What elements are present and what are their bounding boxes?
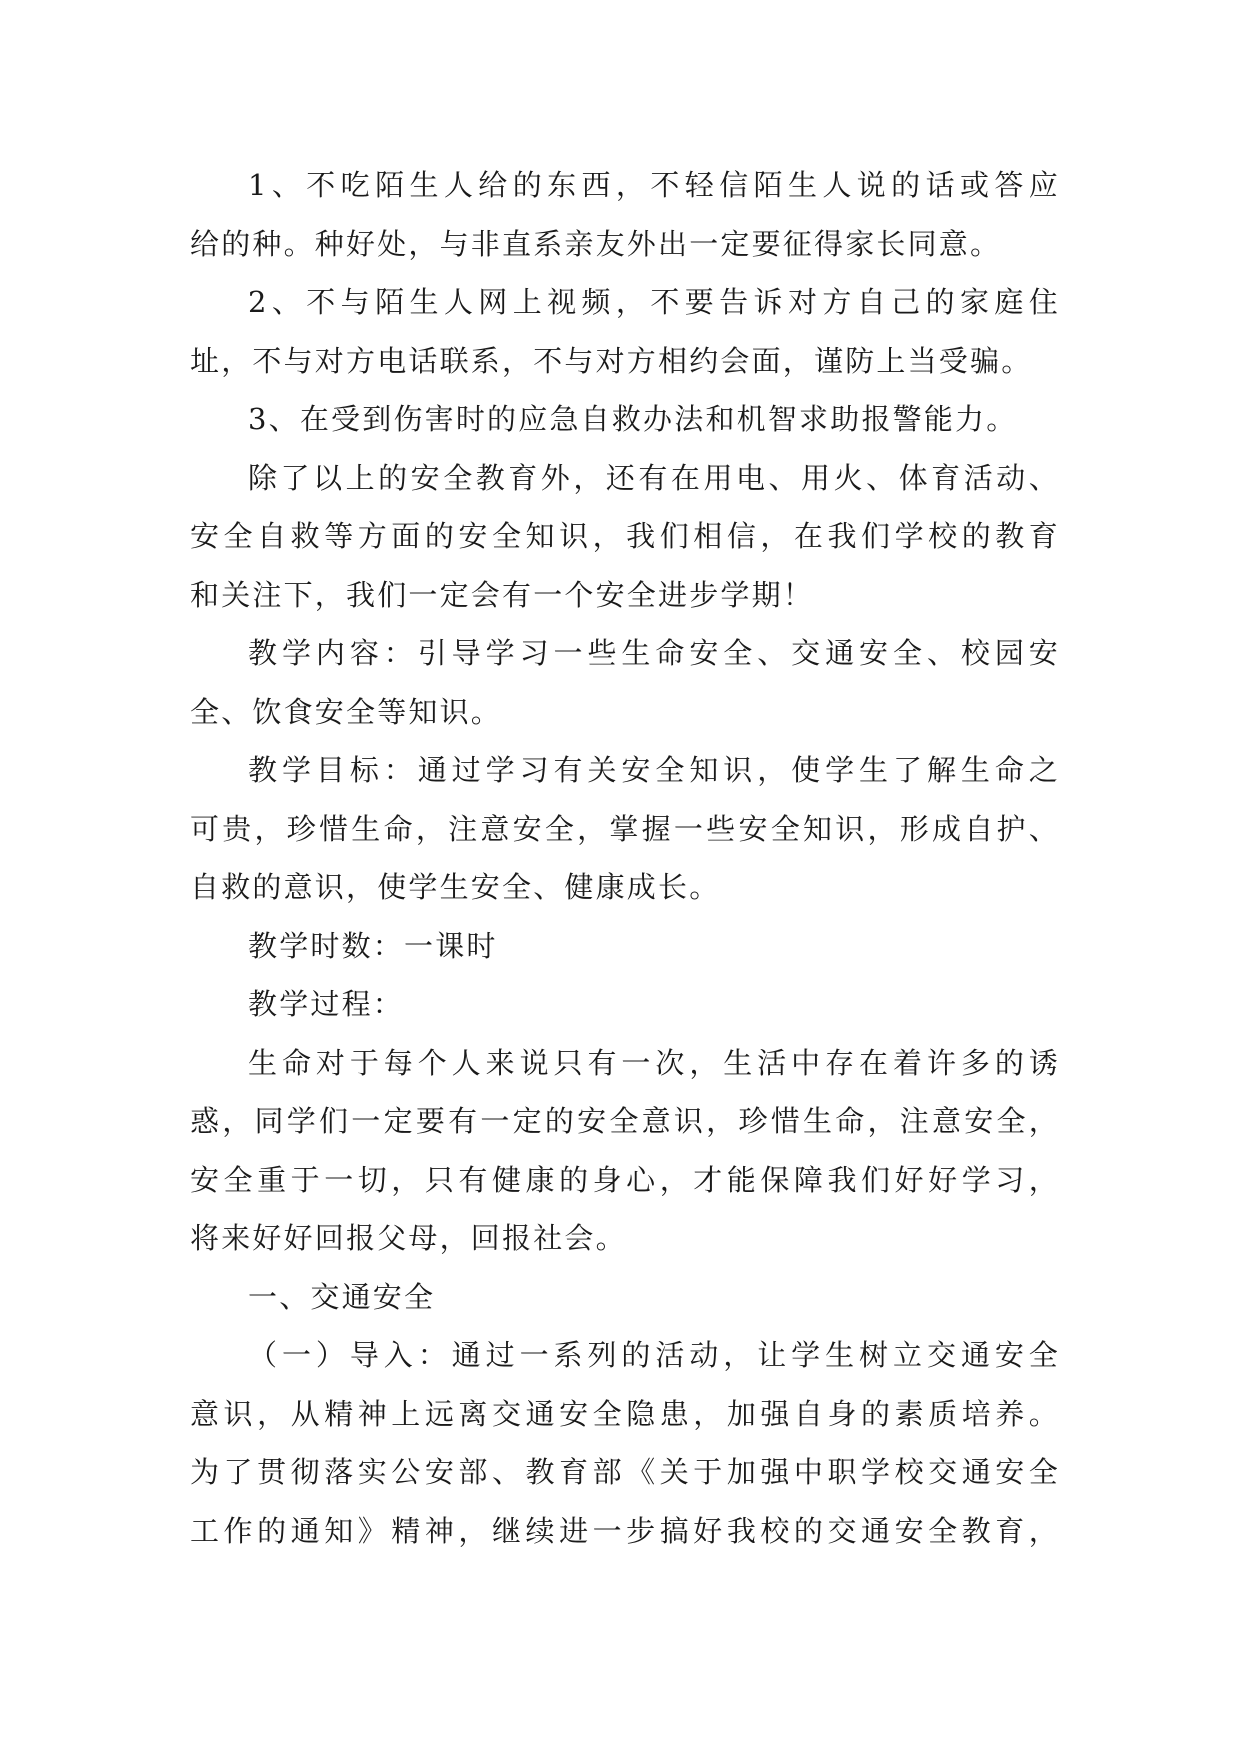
- text-line: 惑，同学们一定要有一定的安全意识，珍惜生命，注意安全，: [190, 1104, 1060, 1138]
- text-line: 自救的意识，使学生安全、健康成长。: [190, 870, 721, 904]
- text-line: 2、不与陌生人网上视频，不要告诉对方自己的家庭住: [248, 285, 1060, 319]
- text-line: 除了以上的安全教育外，还有在用电、用火、体育活动、: [248, 460, 1060, 495]
- paragraph: [190, 156, 1060, 273]
- text-line: （一）导入：通过一系列的活动，让学生树立交通安全: [248, 1338, 1060, 1372]
- paragraph: [190, 449, 1060, 625]
- text-line: 为了贯彻落实公安部、教育部《关于加强中职学校交通安全: [190, 1455, 1060, 1489]
- text-line: 安全自救等方面的安全知识，我们相信，在我们学校的教育: [190, 519, 1060, 553]
- paragraph: [190, 1268, 1060, 1327]
- text-line: 教学目标：通过学习有关安全知识，使学生了解生命之: [248, 753, 1060, 787]
- text-line: 给的种。种好处，与非直系亲友外出一定要征得家长同意。: [190, 226, 1002, 261]
- text-line: 址，不与对方电话联系，不与对方相约会面，谨防上当受骗。: [190, 343, 1033, 378]
- document-body: [190, 156, 1060, 1560]
- paragraph: [190, 1326, 1060, 1560]
- text-line: 可贵，珍惜生命，注意安全，掌握一些安全知识，形成自护、: [190, 811, 1060, 846]
- text-line: 教学时数：一课时: [248, 928, 498, 963]
- paragraph: [190, 624, 1060, 741]
- text-line: 工作的通知》精神，继续进一步搞好我校的交通安全教育，: [190, 1513, 1060, 1548]
- text-line: 生命对于每个人来说只有一次，生活中存在着许多的诱: [248, 1045, 1060, 1080]
- paragraph: [190, 975, 1060, 1034]
- text-line: 教学过程：: [248, 987, 405, 1021]
- text-line: 1、不吃陌生人给的东西，不轻信陌生人说的话或答应: [248, 168, 1060, 202]
- text-line: 意识，从精神上远离交通安全隐患，加强自身的素质培养。: [190, 1396, 1060, 1431]
- paragraph: [190, 273, 1060, 390]
- text-line: 全、饮食安全等知识。: [190, 694, 503, 729]
- paragraph: [190, 1034, 1060, 1268]
- text-line: 一、交通安全: [248, 1279, 436, 1314]
- text-line: 教学内容：引导学习一些生命安全、交通安全、校园安: [248, 636, 1060, 670]
- text-line: 将来好好回报父母，回报社会。: [190, 1221, 627, 1255]
- paragraph: [190, 741, 1060, 917]
- text-line: 和关注下，我们一定会有一个安全进步学期！: [190, 577, 815, 612]
- paragraph: [190, 917, 1060, 976]
- text-line: 3、在受到伤害时的应急自救办法和机智求助报警能力。: [248, 402, 1018, 436]
- text-line: 安全重于一切，只有健康的身心，才能保障我们好好学习，: [190, 1162, 1060, 1197]
- paragraph: [190, 390, 1060, 449]
